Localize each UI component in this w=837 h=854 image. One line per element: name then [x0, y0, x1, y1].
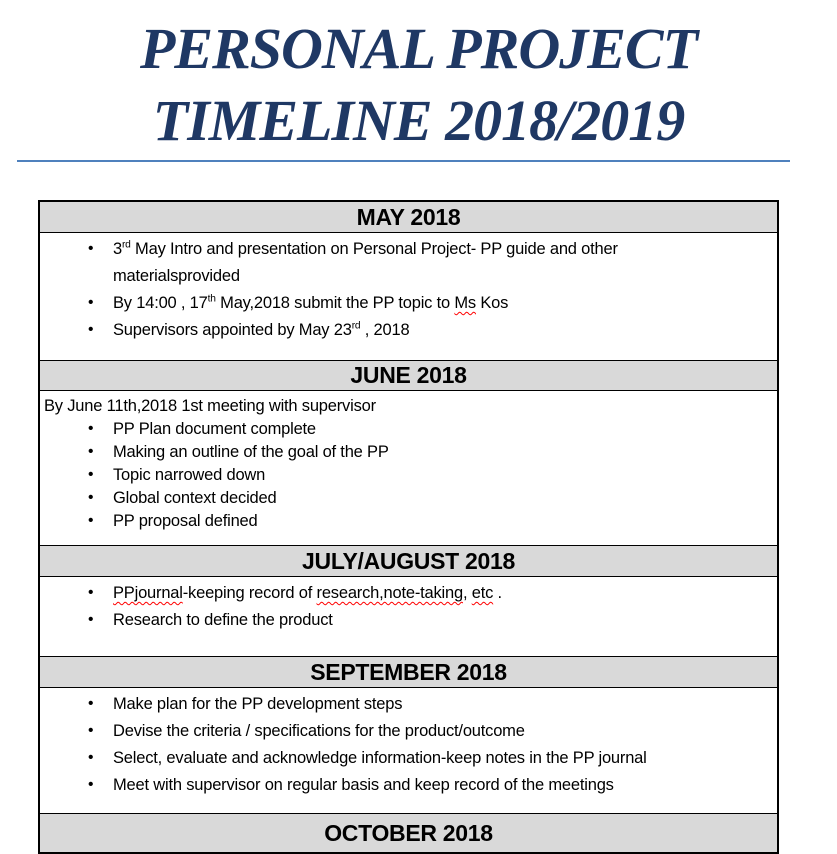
text-segment: Supervisors appointed by May 23 [113, 321, 352, 339]
month-header-may-2018: MAY 2018 [39, 201, 778, 233]
text-segment: Devise the criteria / specifications for the product/outcome [113, 722, 525, 740]
page-title-line-1: PERSONAL PROJECT [139, 16, 698, 81]
bullet-item [113, 290, 771, 317]
bullet-item [113, 580, 771, 607]
bullet-item [113, 441, 771, 464]
text-segment: Select, evaluate and acknowledge information-keep notes in the PP journal [113, 749, 647, 767]
ordinal-superscript: rd [351, 320, 361, 332]
text-segment: Meet with supervisor on regular basis and keep record of the meetings [113, 776, 614, 794]
text-segment: May Intro and presentation on Personal Project- PP guide and other [130, 240, 618, 258]
month-header-row-october-2018 [39, 814, 778, 854]
misspelled-text: etc [471, 584, 494, 602]
month-body-september-2018 [39, 688, 778, 814]
month-header-row-july-august-2018 [39, 546, 778, 577]
ordinal-superscript: rd [121, 239, 131, 251]
bullet-item [113, 418, 771, 441]
bullet-item [113, 236, 771, 290]
bullet-item [113, 691, 771, 718]
ordinal-superscript: th [207, 293, 216, 305]
text-segment: Make plan for the PP development steps [113, 695, 403, 713]
month-body-july-august-2018 [39, 577, 778, 657]
misspelled-text: research,note-taking [316, 584, 463, 602]
text-segment: Global context decided [113, 489, 277, 507]
month-body-row-july-august-2018 [39, 577, 778, 657]
bullet-item [113, 317, 771, 344]
intro-text-june-2018: By June 11th,2018 1st meeting with supervisor [44, 397, 376, 415]
bullet-list-july-august-2018 [44, 580, 771, 634]
misspelled-text: PPjournal [113, 584, 183, 602]
bullet-item [113, 510, 771, 533]
page-title [0, 0, 837, 157]
month-header-september-2018: SEPTEMBER 2018 [39, 657, 778, 688]
text-segment: materialsprovided [113, 267, 240, 285]
bullet-item [113, 718, 771, 745]
timeline-table [38, 200, 779, 854]
text-segment: Topic narrowed down [113, 466, 266, 484]
month-body-june-2018 [39, 391, 778, 546]
misspelled-text: Ms [454, 294, 476, 312]
text-segment: PP proposal defined [113, 512, 258, 530]
month-body-may-2018 [39, 233, 778, 361]
bullet-item [113, 745, 771, 772]
text-segment: , [462, 584, 472, 602]
text-segment: PP Plan document complete [113, 420, 316, 438]
month-header-row-september-2018 [39, 657, 778, 688]
month-header-row-june-2018 [39, 361, 778, 391]
text-segment: 3 [113, 240, 122, 258]
month-body-row-september-2018 [39, 688, 778, 814]
text-segment: By 14:00 , 17 [113, 294, 208, 312]
bullet-item [113, 607, 771, 634]
month-header-june-2018: JUNE 2018 [39, 361, 778, 391]
text-segment: Research to define the product [113, 611, 333, 629]
text-segment: . [493, 584, 502, 602]
month-header-october-2018: OCTOBER 2018 [39, 814, 778, 854]
bullet-list-june-2018 [44, 418, 771, 533]
month-body-row-june-2018 [39, 391, 778, 546]
month-header-july-august-2018: JULY/AUGUST 2018 [39, 546, 778, 577]
text-segment: , 2018 [360, 321, 410, 339]
bullet-list-may-2018 [44, 236, 771, 344]
text-segment: Kos [475, 294, 509, 312]
bullet-item [113, 464, 771, 487]
bullet-item [113, 772, 771, 799]
text-segment: -keeping record of [182, 584, 317, 602]
month-header-row-may-2018 [39, 201, 778, 233]
title-divider-line [17, 160, 790, 162]
page-title-line-2: TIMELINE 2018/2019 [152, 88, 685, 153]
month-body-row-may-2018 [39, 233, 778, 361]
text-segment: Making an outline of the goal of the PP [113, 443, 389, 461]
text-segment: May,2018 submit the PP topic to [215, 294, 455, 312]
bullet-item [113, 487, 771, 510]
bullet-list-september-2018 [44, 691, 771, 799]
